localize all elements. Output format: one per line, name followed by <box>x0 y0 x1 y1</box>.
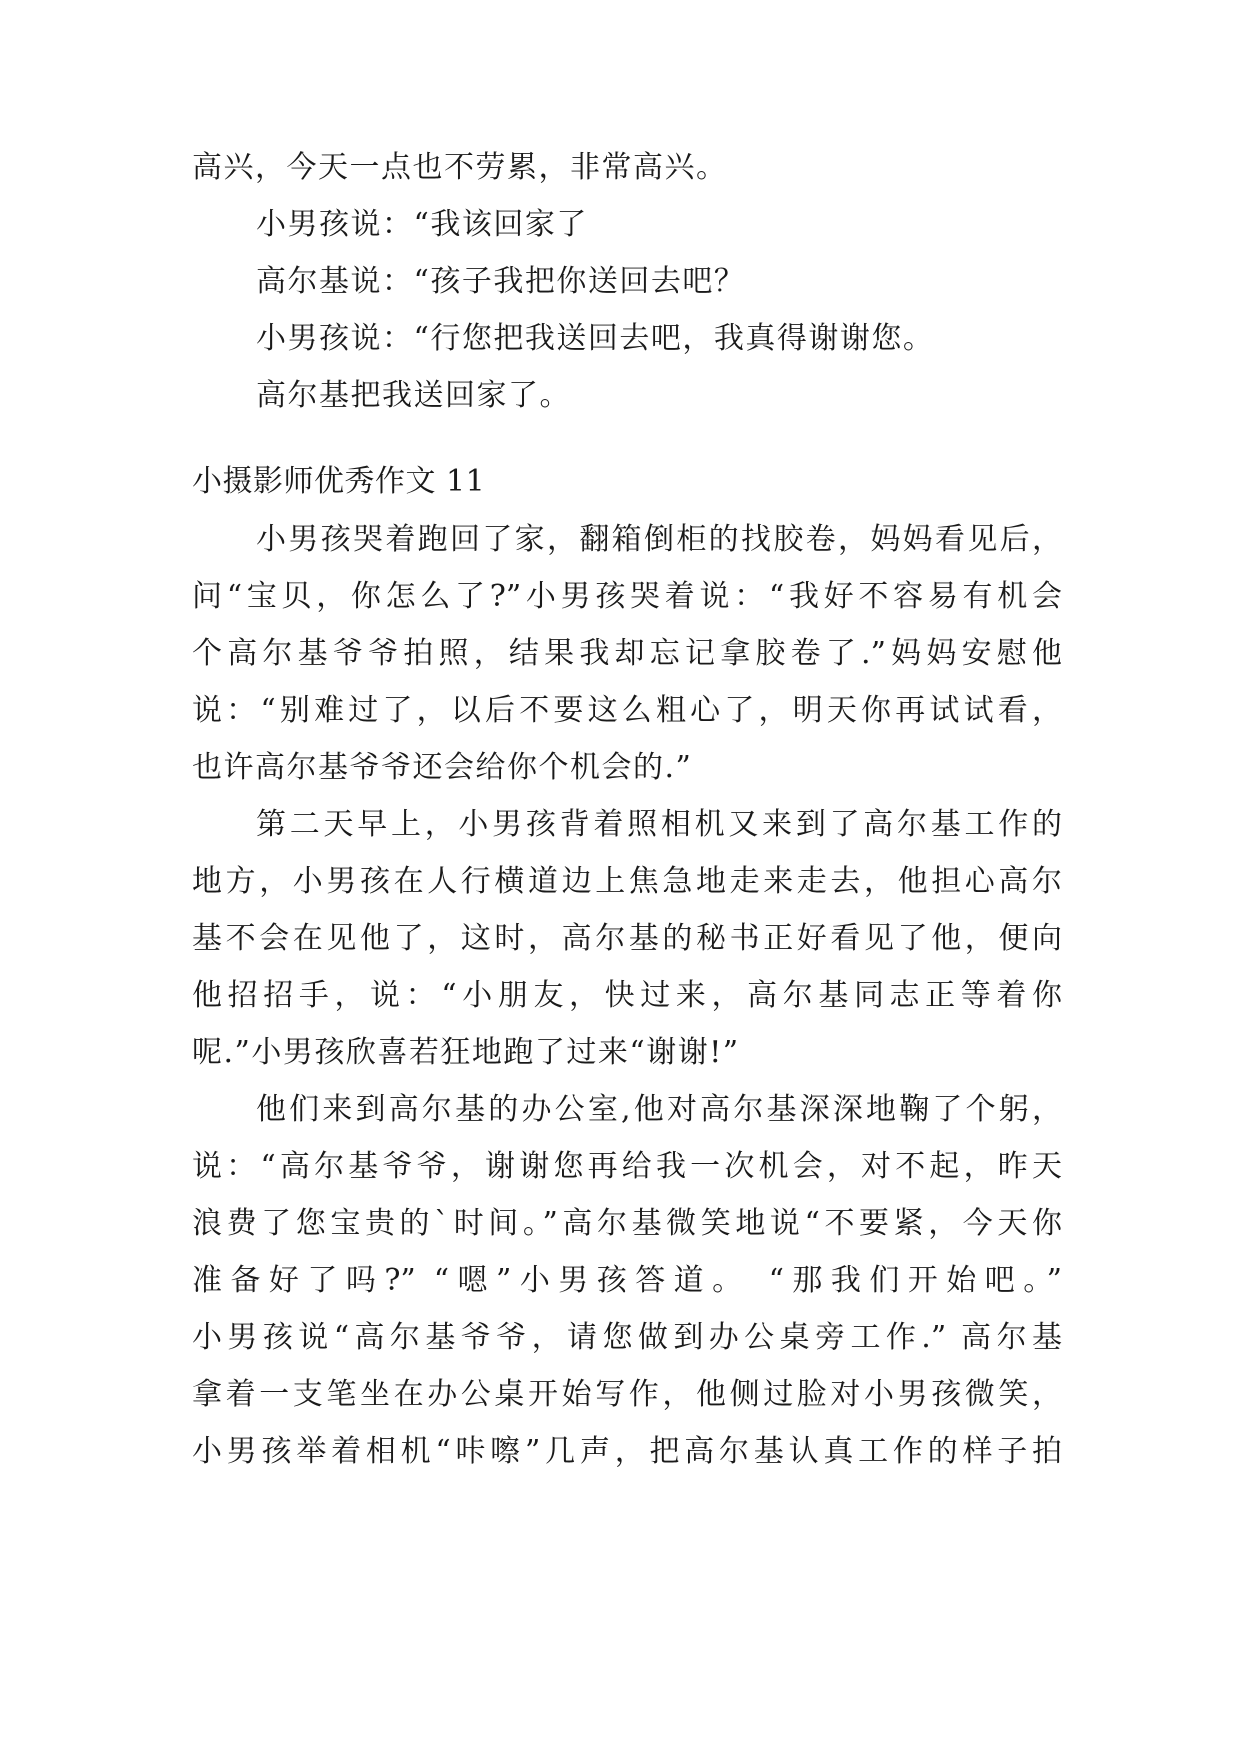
text-line: 高尔基把我送回家了。 <box>256 378 571 413</box>
text-line: 地方，小男孩在人行横道边上焦急地走来走去，他担心高尔 <box>192 864 1062 899</box>
text-line: 小男孩举着相机“咔嚓”几声，把高尔基认真工作的样子拍 <box>192 1434 1062 1469</box>
text-line: 说：“别难过了，以后不要这么粗心了，明天你再试试看， <box>192 693 1062 728</box>
text-line: 个高尔基爷爷拍照，结果我却忘记拿胶卷了.”妈妈安慰他 <box>192 636 1062 671</box>
text-line: 小男孩说：“行您把我送回去吧，我真得谢谢您。 <box>256 321 935 356</box>
text-line: 也许高尔基爷爷还会给你个机会的.” <box>192 750 693 785</box>
text-line: 高兴，今天一点也不劳累，非常高兴。 <box>192 150 728 185</box>
text-line: 基不会在见他了，这时，高尔基的秘书正好看见了他，便向 <box>192 921 1062 956</box>
text-line: 准备好了吗?” “嗯”小男孩答道。 “那我们开始吧。” <box>192 1263 1062 1298</box>
text-line: 他们来到高尔基的办公室,他对高尔基深深地鞠了个躬， <box>256 1092 1062 1127</box>
text-line: 他招招手，说：“小朋友，快过来，高尔基同志正等着你 <box>192 978 1062 1013</box>
text-line: 小男孩哭着跑回了家，翻箱倒柜的找胶卷，妈妈看见后， <box>256 522 1062 557</box>
section-title: 小摄影师优秀作文 11 <box>192 464 486 499</box>
text-line: 小男孩说“高尔基爷爷，请您做到办公桌旁工作.” 高尔基 <box>192 1320 1062 1355</box>
text-line: 第二天早上，小男孩背着照相机又来到了高尔基工作的 <box>256 807 1062 842</box>
text-line: 小男孩说：“我该回家了 <box>256 207 588 242</box>
text-line: 问“宝贝，你怎么了?”小男孩哭着说：“我好不容易有机会 <box>192 579 1062 614</box>
text-line: 说：“高尔基爷爷，谢谢您再给我一次机会，对不起，昨天 <box>192 1149 1062 1184</box>
text-line: 呢.”小男孩欣喜若狂地跑了过来“谢谢!” <box>192 1035 740 1070</box>
text-line: 高尔基说：“孩子我把你送回去吧？ <box>256 264 746 299</box>
text-line: 浪费了您宝贵的`时间。”高尔基微笑地说“不要紧，今天你 <box>192 1206 1062 1241</box>
text-line: 拿着一支笔坐在办公桌开始写作，他侧过脸对小男孩微笑， <box>192 1377 1062 1412</box>
